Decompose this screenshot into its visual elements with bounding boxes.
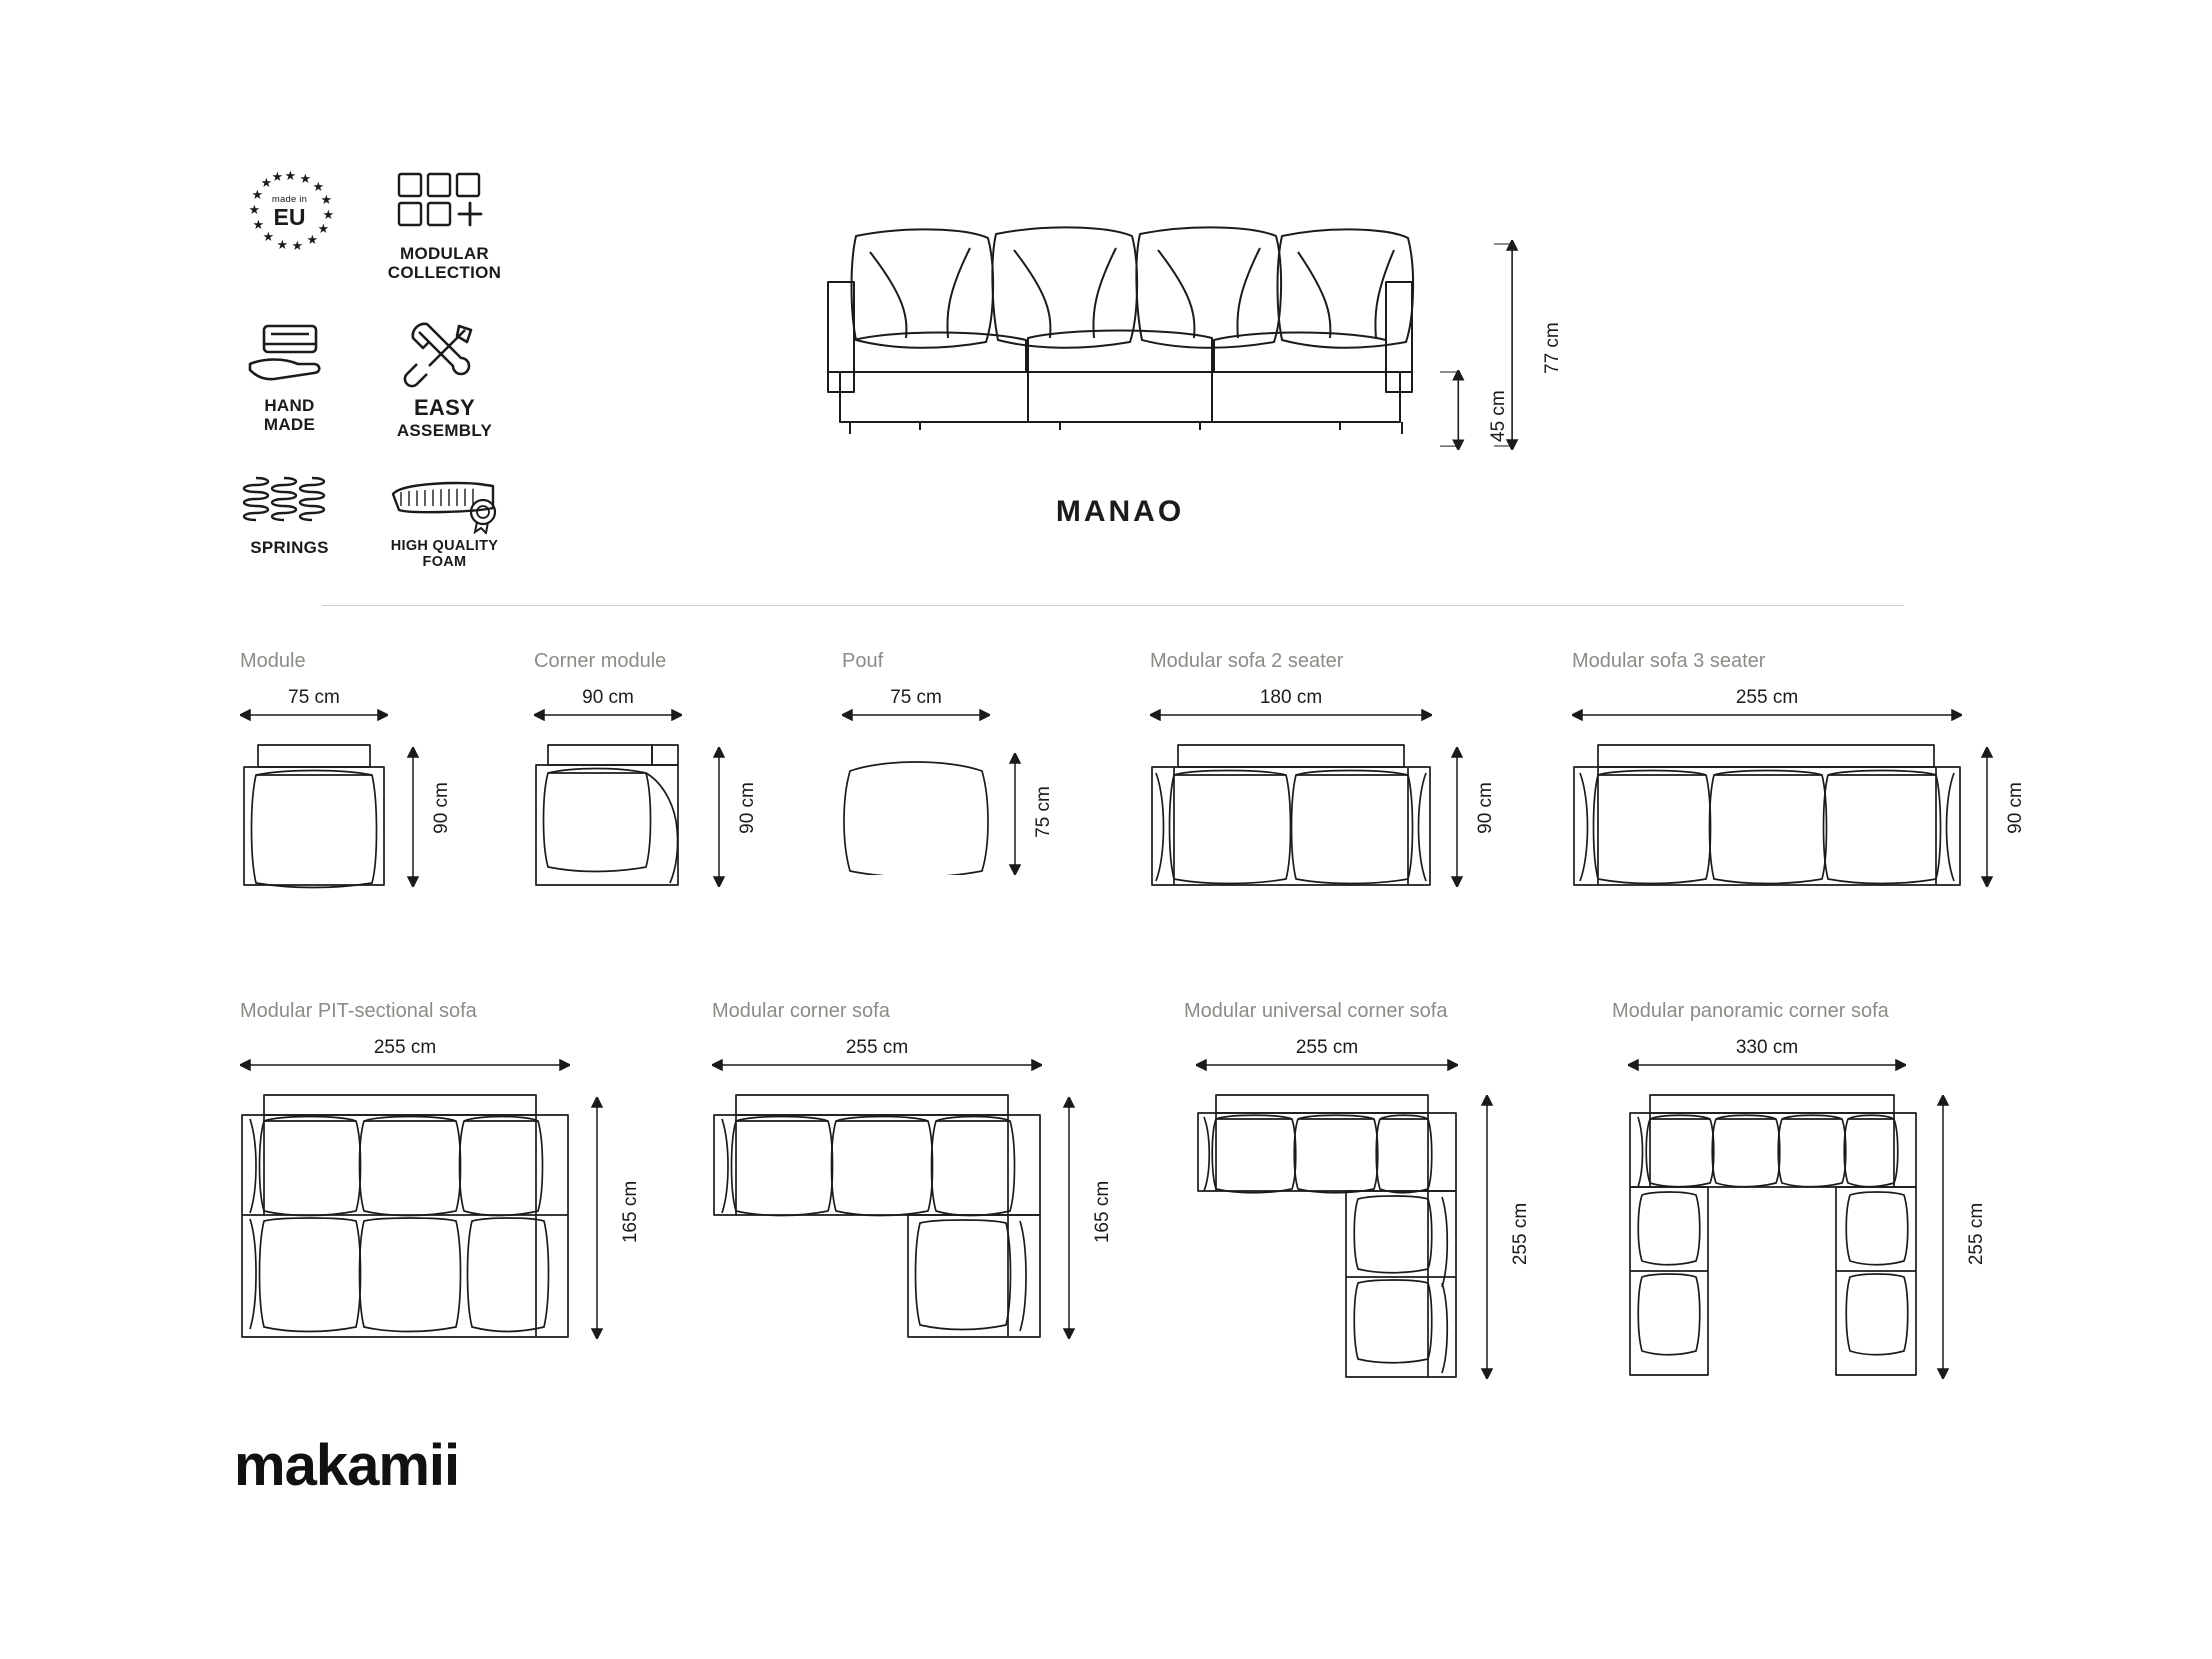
variant-corner-sofa-depth-dim <box>1056 1097 1082 1339</box>
pouf-top-view <box>842 753 990 875</box>
variant-sofa-3-seater-depth-label: 90 cm <box>2004 782 2026 834</box>
variant-sofa-2-seater-depth-label: 90 cm <box>1474 782 1496 834</box>
badge-made-in-eu-line1: made in <box>271 194 308 205</box>
hero-sofa-elevation <box>810 222 1430 462</box>
pit-sectional-top-view <box>240 1091 570 1341</box>
hero-model-name: MANAO <box>1055 495 1185 528</box>
badge-made-in-eu <box>232 168 347 282</box>
variant-pit-sectional-depth-label: 165 cm <box>620 1180 642 1244</box>
badge-high-quality-foam <box>387 472 502 570</box>
badge-modular-collection <box>387 168 502 282</box>
badge-row-2 <box>232 320 502 440</box>
variant-corner-module-title: Corner module <box>534 650 667 672</box>
variant-pouf-depth-label: 75 cm <box>1032 786 1054 838</box>
universal-corner-sofa-top-view <box>1196 1091 1458 1381</box>
variant-sofa-3-seater-depth-dim <box>1974 747 2000 887</box>
variant-corner-sofa-title: Modular corner sofa <box>712 1000 890 1022</box>
sofa-3-seater-top-view <box>1572 741 1962 889</box>
brand-logo: makamii <box>234 1433 460 1498</box>
corner-sofa-top-view <box>712 1091 1042 1341</box>
badge-modular-collection-label: MODULAR COLLECTION <box>387 244 502 283</box>
variant-sofa-3-seater <box>1572 650 2026 889</box>
variant-corner-module <box>534 650 758 889</box>
badge-row-1 <box>232 168 502 282</box>
modules-grid-icon <box>393 168 497 240</box>
variant-module-title: Module <box>240 650 306 672</box>
variant-corner-sofa-depth-label: 165 cm <box>1092 1180 1114 1244</box>
variant-pouf-width-label: 75 cm <box>890 687 942 708</box>
variant-pit-sectional-width-label: 255 cm <box>373 1037 437 1058</box>
badge-hand-made <box>232 320 347 440</box>
variant-sofa-3-seater-title: Modular sofa 3 seater <box>1572 650 1766 672</box>
variant-pit-sectional-title: Modular PIT-sectional sofa <box>240 1000 477 1022</box>
variant-sofa-2-seater-width-label: 180 cm <box>1259 687 1323 708</box>
variant-panoramic-corner-sofa-depth-dim <box>1930 1095 1956 1379</box>
badge-springs <box>232 472 347 570</box>
badge-easy-assembly-label: EASY ASSEMBLY <box>396 395 493 440</box>
variant-module <box>240 650 452 889</box>
module-top-view <box>240 741 388 889</box>
variant-sofa-2-seater-title: Modular sofa 2 seater <box>1150 650 1344 672</box>
eu-stars-icon: ★ ★ ★ ★ ★ ★ ★ ★ ★ ★ ★ ★ ★ ★ ★ made in EU <box>248 168 335 253</box>
variant-pouf <box>842 650 1054 875</box>
variant-pouf-title: Pouf <box>842 650 884 672</box>
badge-high-quality-foam-label: HIGH QUALITY FOAM <box>390 537 499 570</box>
variant-universal-corner-sofa-width-label: 255 cm <box>1295 1037 1359 1058</box>
variant-sofa-2-seater <box>1150 650 1496 889</box>
corner-module-top-view <box>534 741 694 889</box>
badge-hand-made-label: HAND MADE <box>263 396 316 435</box>
variant-corner-sofa-width-label: 255 cm <box>845 1037 909 1058</box>
variant-module-width-label: 75 cm <box>288 687 340 708</box>
feature-badges <box>232 168 502 592</box>
variant-panoramic-corner-sofa-width-label: 330 cm <box>1735 1037 1799 1058</box>
badge-made-in-eu-line2: EU <box>273 204 306 230</box>
variant-module-depth-label: 90 cm <box>430 782 452 834</box>
panoramic-corner-sofa-top-view <box>1628 1091 1918 1381</box>
variant-module-depth-dim <box>400 747 426 887</box>
springs-icon <box>240 472 340 534</box>
variant-universal-corner-sofa-title: Modular universal corner sofa <box>1184 1000 1448 1022</box>
variant-universal-corner-sofa-depth-dim <box>1474 1095 1500 1379</box>
hero-seat-height-label: 45 cm <box>1488 390 1509 442</box>
variant-universal-corner-sofa <box>1184 1000 1532 1381</box>
variant-corner-module-depth-dim <box>706 747 732 887</box>
tools-icon <box>395 320 495 392</box>
variant-universal-corner-sofa-depth-label: 255 cm <box>1510 1202 1532 1266</box>
badge-easy-assembly <box>387 320 502 440</box>
variant-pouf-depth-dim <box>1002 753 1028 875</box>
badge-springs-label: SPRINGS <box>250 537 329 557</box>
variant-sofa-3-seater-width-label: 255 cm <box>1735 687 1799 708</box>
sofa-2-seater-top-view <box>1150 741 1432 889</box>
variant-pit-sectional-depth-dim <box>584 1097 610 1339</box>
variant-corner-module-width-label: 90 cm <box>582 687 634 708</box>
variant-corner-sofa <box>712 1000 1114 1341</box>
foam-block-icon <box>387 472 503 534</box>
hero-height-total-label: 77 cm <box>1542 322 1563 374</box>
section-divider <box>322 605 1904 606</box>
badge-row-3 <box>232 472 502 570</box>
variant-sofa-2-seater-depth-dim <box>1444 747 1470 887</box>
variant-corner-module-depth-label: 90 cm <box>736 782 758 834</box>
variant-panoramic-corner-sofa <box>1612 1000 1992 1381</box>
variant-panoramic-corner-sofa-title: Modular panoramic corner sofa <box>1612 1000 1889 1022</box>
variant-panoramic-corner-sofa-depth-label: 255 cm <box>1966 1202 1988 1266</box>
hand-sofa-icon <box>240 320 340 392</box>
variant-pit-sectional <box>240 1000 642 1341</box>
